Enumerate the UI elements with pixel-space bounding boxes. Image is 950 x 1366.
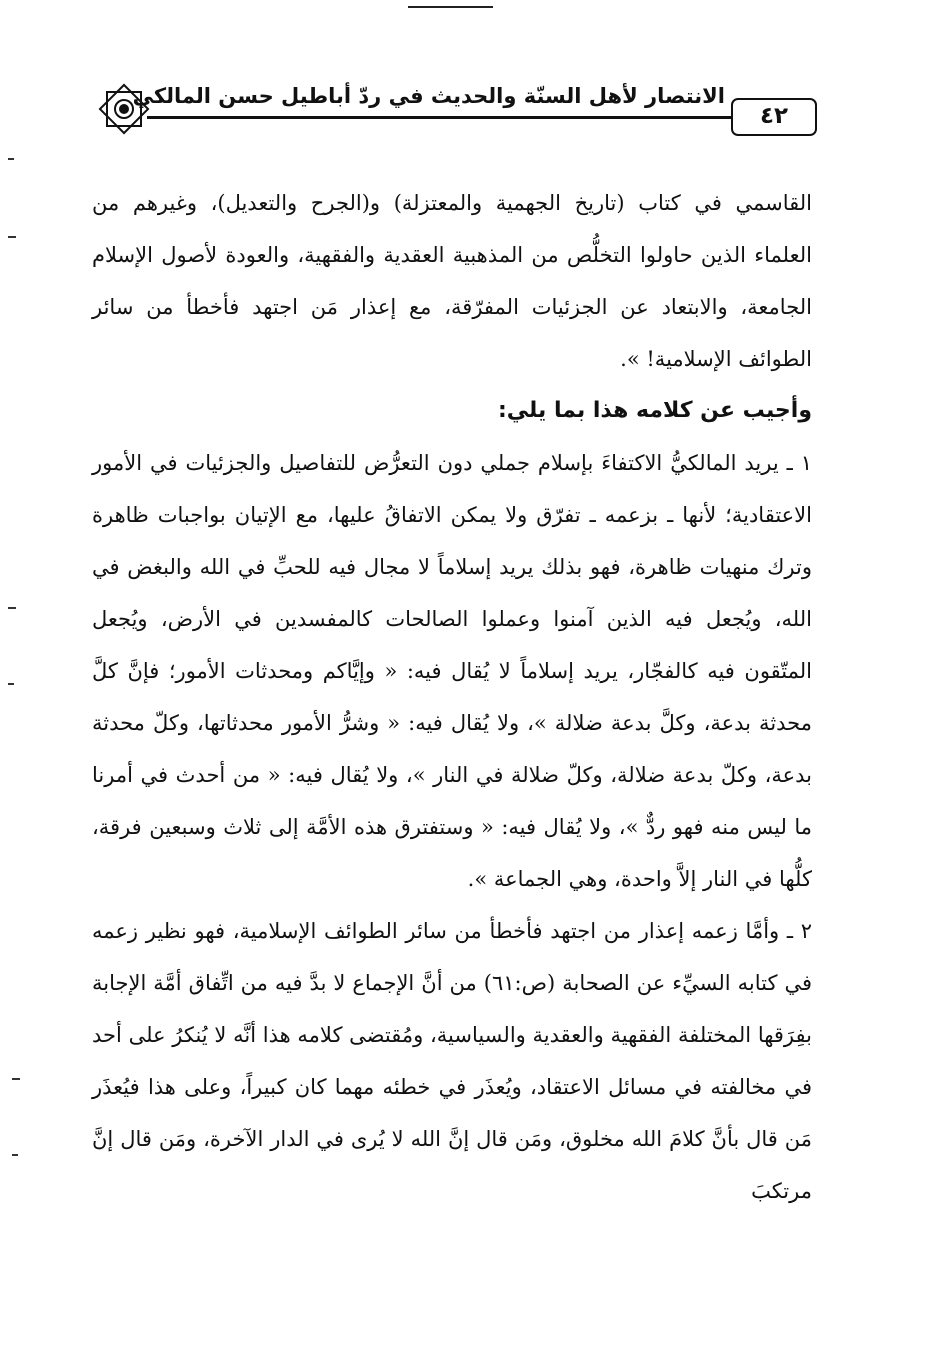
paragraph-point-1: ١ ـ يريد المالكيُّ الاكتفاءَ بإسلام جملي دون التعرُّض للتفاصيل والجزئيات في الأمور الاعتقادية؛ لأنها ـ بزعمه ـ تفرّق ولا يمكن الاتفاقُ عليها، مع الإتيان بواجبات ظاهرة وترك منهيات ظاهرة، فهو بذلك يريد إسلاماً لا مجال فيه للحبِّ في الله والبغض في الله، ويُجعل فيه الذين آمنوا وعملوا الصالحات كالمفسدين في الأرض، ويُجعل المتّقون فيه كالفجّار، يريد إسلاماً لا يُقال فيه: « وإيَّاكم ومحدثات الأمور؛ فإنَّ كلَّ محدثة بدعة، وكلَّ بدعة ضلالة »، ولا يُقال فيه: « وشرُّ الأمور محدثاتها، وكلّ محدثة بدعة، وكلّ بدعة ضلالة، وكلّ ضلالة في النار »، ولا يُقال فيه: « من أحدث في أمرنا ما ليس منه فهو ردٌّ »، ولا يُقال فيه: « وستفترق هذه الأمَّة إلى ثلاث وسبعين فرقة، كلُّها في النار إلاَّ واحدة، وهي الجماعة ». — [92, 451, 812, 891]
margin-mark — [12, 1154, 18, 1156]
margin-mark — [12, 1078, 20, 1080]
margin-mark — [8, 158, 14, 160]
paragraph-quote-end: القاسمي في كتاب (تاريخ الجهمية والمعتزلة) و(الجرح والتعديل)، وغيرهم من العلماء الذين حاولوا التخلُّص من المذهبية العقدية والفقهية، والعودة لأصول الإسلام الجامعة، والابتعاد عن الجزئيات المفرّقة، مع إعذار مَن اجتهد فأخطأ من سائر الطوائف الإسلامية! ». — [92, 191, 812, 371]
page-header — [95, 80, 817, 138]
header-rule — [147, 116, 733, 119]
margin-mark — [8, 607, 16, 609]
page-body — [92, 177, 812, 1217]
running-title: الانتصار لأهل السنّة والحديث في ردّ أباطيل حسن المالكي — [132, 84, 725, 108]
paragraph-point-2: ٢ ـ وأمَّا زعمه إعذار من اجتهد فأخطأ من سائر الطوائف الإسلامية، فهو نظير زعمه في كتابه السيِّء عن الصحابة (ص:٦١) من أنَّ الإجماع لا بدَّ فيه من اتِّفاق أمَّة الإجابة بفِرَقها المختلفة الفقهية والعقدية والسياسية، ومُقتضى كلامه هذا أنَّه لا يُنكرُ على أحد في مخالفته في مسائل الاعتقاد، ويُعذَر في خطئه مهما كان كبيراً، وعلى هذا فيُعذَر مَن قال بأنَّ كلامَ الله مخلوق، ومَن قال إنَّ الله لا يُرى في الدار الآخرة، ومَن قال إنَّ مرتكبَ — [92, 919, 812, 1203]
answer-heading: وأجيب عن كلامه هذا بما يلي: — [498, 398, 812, 423]
top-edge-mark — [408, 6, 493, 8]
margin-mark — [8, 683, 14, 685]
page-number: ٤٢ — [731, 98, 817, 136]
margin-mark — [8, 236, 16, 238]
